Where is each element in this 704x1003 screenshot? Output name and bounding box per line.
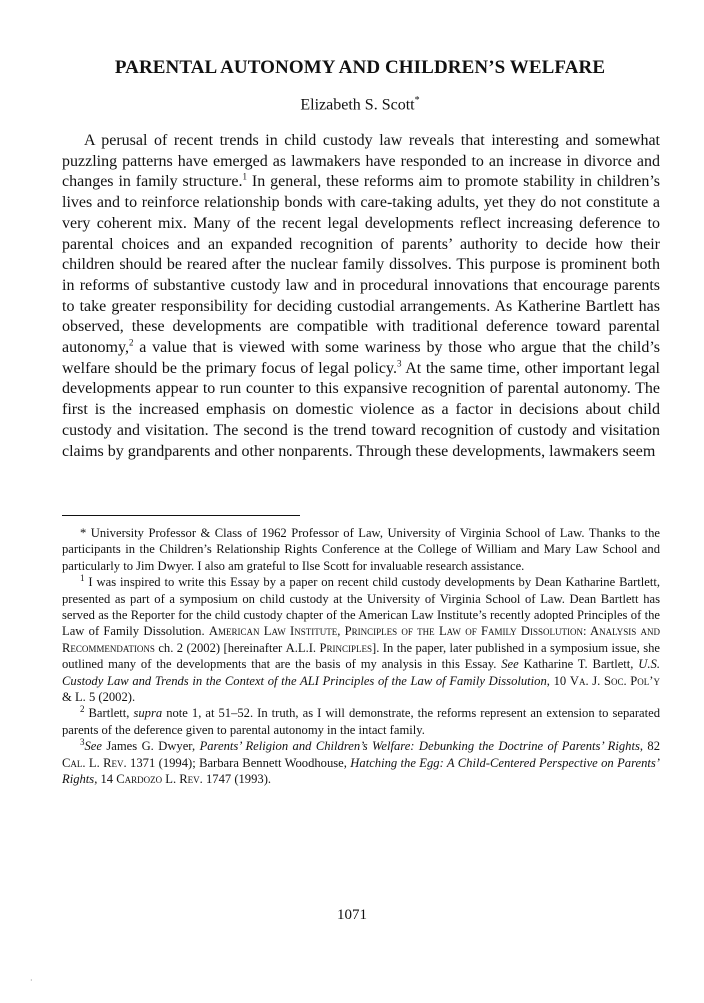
footnote-3 (62, 738, 660, 787)
footnote-1-see: See (501, 657, 519, 672)
footnote-3-text-e: 1747 (1993). (202, 772, 272, 787)
footnote-star-text: University Professor & Class of 1962 Professor of Law, University of Virginia School of Law. Thanks to the participants in the Children’s Relationship Rights Conference at the College of William and Mary Law School and particularly to Jim Dwyer. I also am grateful to Ilse Scott for invaluable research assistance. (62, 526, 660, 573)
body-text-3: a value that is viewed with some wariness by those who argue that the child’s welfare should be the primary focus of legal policy. (62, 339, 660, 377)
scan-mark: · (30, 976, 33, 985)
footnote-1 (62, 574, 660, 705)
article-title: PARENTAL AUTONOMY AND CHILDREN’S WELFARE (114, 57, 606, 78)
page-number: 1071 (337, 907, 367, 923)
body-text-2: In general, these reforms aim to promote stability in children’s lives and to reinforce relationship bonds with care-taking adults, yet they do not constitute a very coherent mix. Many of the recent legal developments reflect increasing deference to parental choices and an expanded recognition of parents’ authority to decide how their children should be reared after the nuclear family dissolves. This purpose is prominent both in reforms of substantive custody law and in procedural innovations that encourage parents to take greater responsibility for deciding custodial arrangements. As Katherine Bartlett has observed, these developments are compatible with traditional deference toward parental autonomy, (62, 173, 661, 357)
footnote-star-mark: * (80, 526, 87, 540)
author-line (60, 95, 660, 114)
footnote-star (62, 525, 660, 574)
footnote-1-short-title: A.L.I. Principles (285, 640, 373, 655)
footnote-3-text-a: James G. Dwyer, (101, 739, 200, 754)
footnote-1-text-d: Katharine T. Bartlett, (518, 657, 639, 672)
footnote-3-text-c: 1371 (1994); Barbara Bennett Woodhouse, (126, 755, 351, 770)
footnote-1-article-title: U.S. Custody Law and Trends in the Context of the ALI Principles of the Law of Family Dissolution (62, 657, 660, 688)
footnote-1-text-e: , 10 (546, 673, 570, 688)
footnote-3-journal-2: Cardozo L. Rev. (116, 772, 203, 787)
footnote-2-text-b: note 1, at 51–52. In truth, as I will demonstrate, the reforms represent an extension to separated parents of the deference given to parental autonomy in the intact family. (62, 706, 660, 737)
footnote-1-mark: 1 (80, 573, 85, 584)
footnote-2 (62, 705, 660, 738)
footnote-ref-3: 3 (396, 358, 402, 369)
footnote-2-mark: 2 (80, 704, 85, 715)
body-text-4: At the same time, other important legal developments appear to run counter to this expansive recognition of parental autonomy. The first is the increased emphasis on domestic violence as a factor in decisions about child custody and visitation. The second is the trend toward recognition of custody and visitation claims by grandparents and other nonparents. Through these developments, lawmakers seem (62, 359, 660, 460)
footnote-3-article-title-2: Hatching the Egg: A Child-Centered Perspective on Parents’ Rights (62, 755, 660, 787)
footnote-3-article-title-1: Parents’ Religion and Children’s Welfare: Debunking the Doctrine of Parents’ Rights (199, 739, 640, 754)
footnote-ref-2: 2 (128, 337, 134, 348)
footnote-3-text-d: , 14 (94, 772, 117, 787)
footnote-3-journal-1: Cal. L. Rev. (62, 755, 127, 770)
footnote-divider (62, 515, 300, 516)
footnote-2-text-a: Bartlett, (84, 706, 134, 721)
footnote-1-text-a: I was inspired to write this Essay by a paper on recent child custody developments by Dean Katharine Bartlett, presented as part of a symposium on child custody at the University of Virginia School of Law. Dean Bartlett has served as the Reporter for the child custody chapter of the American Law Institute’s recently adopted Principles of the Law of Family Dissolution. (62, 575, 660, 639)
footnote-1-ali-title: American Law Institute, Principles of the Law of Family Dissolution: Analysis and Recommendations (62, 624, 661, 655)
body-text-1: A perusal of recent trends in child custody law reveals that interesting and somewhat puzzling patterns have emerged as lawmakers have responded to an increase in divorce and changes in family structure. (62, 132, 660, 191)
footnote-3-mark: 3 (80, 737, 85, 748)
footnote-1-journal: Va. J. Soc. Pol’y & L. (62, 673, 660, 705)
footnote-3-text-b: , 82 (639, 739, 661, 754)
footnote-1-text-b: ch. 2 (2002) [hereinafter (154, 640, 286, 655)
body-paragraph (62, 131, 660, 462)
author-footnote-mark: * (414, 95, 420, 106)
footnote-2-supra: supra (133, 706, 163, 721)
author-name: Elizabeth S. Scott (300, 96, 415, 114)
footnotes (62, 525, 660, 788)
footnote-ref-1: 1 (242, 172, 247, 183)
footnote-1-text-f: 5 (2002). (85, 690, 136, 705)
footnote-1-text-c: ]. In the paper, later published in a symposium issue, she outlined many of the developments that are the basis of my analysis in this Essay. (62, 640, 660, 672)
footnote-3-see: See (84, 739, 102, 754)
